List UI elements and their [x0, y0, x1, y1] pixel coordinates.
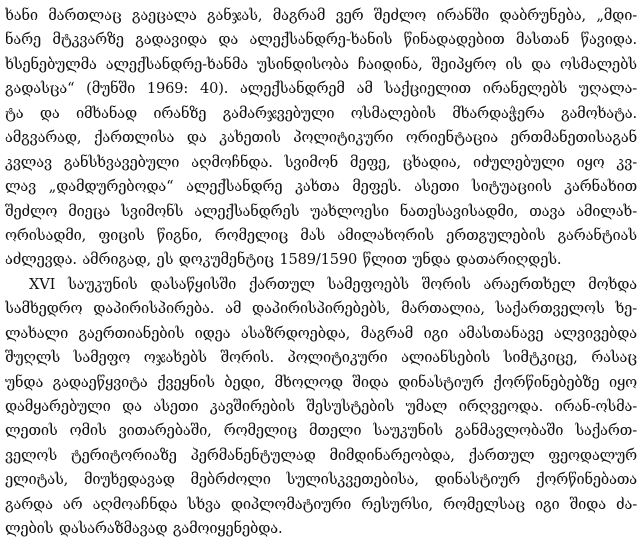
- text-line: გადასცა“ (მუნში 1969: 40). ალექსანდრემ ამ საქციელით ირანელებს უღალა-: [5, 80, 637, 98]
- text-line: ლახალი გაერთიანების იდეა ასაზრდოებდა, მაგრამ იგი ამასთანავე ალვივებდა: [5, 324, 637, 342]
- text-line: ლეთის ომის ვითარებაში, რომელიც მთელი საუკუნის განმავლობაში საქართ-: [5, 422, 637, 440]
- text-line: დამყარებული და ასეთი კავშირების შესუსტების უმალ ირღვეოდა. ირან-ოსმა-: [5, 398, 637, 415]
- text-line: სამხედრო დაპირისპირება. ამ დაპირისპირებებს, მართალია, საქართველოს ხე-: [5, 300, 637, 318]
- paragraph: [5, 4, 637, 273]
- text-line: შეძლო მიეცა სვიმონს ალექსანდრეს უახლოესი ნათესავისადმი, თავა ამილახ-: [5, 202, 637, 220]
- text-line: ამგვარად, ქართლისა და კახეთის პოლიტიკური ორიენტაცია ერთმანეთისაგან: [5, 129, 637, 147]
- text-line: უნდა გადაეწყვიტა ქვეყნის ბედი, მხოლოდ შიდა დინასტიურ ქორწინებებზე იყო: [5, 373, 637, 391]
- text-line: შუღლს სამეფო ოჯახებს შორის. პოლიტიკური ალიანსების სიმტკიცე, რასაც: [5, 349, 637, 367]
- text-line: ორისადმი, ფიცის წიგნი, რომელიც მას ამილახორის ერთგულების გარანტიას: [5, 226, 637, 244]
- text-line: აძლევდა. ამრიგად, ეს დოკუმენტიც 1589/1590 წლით უნდა დათარიღდეს.: [5, 251, 562, 269]
- text-line: XVI საუკუნის დასაწყისში ქართულ სამეფოებს შორის არაერთხელ მოხდა: [29, 275, 637, 293]
- text-line: ელიტას, მიუხედავად მებრძოლი სულისკვეთებისა, დინასტიურ ქორწინებათა: [5, 471, 637, 489]
- text-line: ლავ „დამდურებოდა“ ალექსანდრე კახთა მეფეს. ასეთი სიტუაციის კარნახით: [5, 178, 637, 196]
- text-line: ლების დასარაზმავად გამოიყენებდა.: [5, 520, 283, 538]
- text-line: კვლავ განსხვავებული აღმოჩნდა. სვიმონ მეფე, ცხადია, იძულებული იყო კვ-: [5, 153, 637, 171]
- document-page: [5, 4, 637, 542]
- text-line: ხსენებულმა ალექსანდრე-ხანმა უსინდისობა ჩაიდინა, შეიპყრო ის და ოსმალებს: [5, 55, 637, 73]
- text-line: გარდა არ აღმოაჩნდა სხვა დიპლომატიური რესურსი, რომელსაც იგი შიდა ძა-: [5, 495, 637, 513]
- text-line: ხანი მართლაც გაეცალა განჯას, მაგრამ ვერ შეძლო ირანში დაბრუნება, „მდი-: [5, 7, 637, 24]
- text-line: ტა და იმხანად ირანზე გამარჯვებული ოსმალების მხარდაჭერა გამოხატა.: [5, 104, 637, 122]
- text-line: ნარე მტკვარზე გადავიდა და ალექსანდრე-ხანის წინადადებით მასთან წავიდა.: [5, 31, 637, 49]
- paragraph: [5, 273, 637, 542]
- text-line: ველოს ტერიტორიაზე პერმანენტულად მიმდინარეობდა, ქართულ ფეოდალურ: [5, 446, 637, 464]
